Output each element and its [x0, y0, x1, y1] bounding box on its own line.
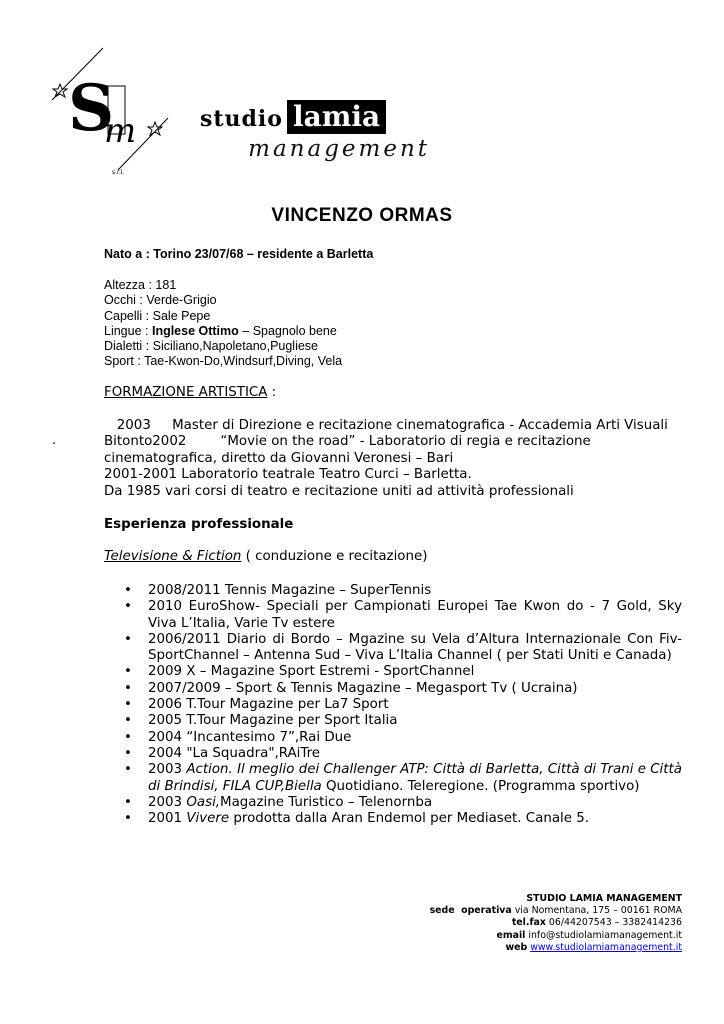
brand-wordmark — [200, 100, 430, 162]
sede-label: sede operativa — [429, 905, 512, 917]
email-label: email — [496, 929, 526, 941]
tv-heading-text: Televisione & Fiction — [104, 549, 242, 564]
formazione-line: Da 1985 vari corsi di teatro e recitazione uniti ad attività professionali — [104, 483, 574, 499]
item-italic: Oasi, — [186, 794, 221, 810]
info-altezza: Altezza : 181 — [104, 278, 177, 292]
web-link[interactable]: www.studiolamiamanagement.it — [530, 941, 682, 953]
item-text: Magazine Turistico – Telenornba — [220, 794, 433, 810]
info-occhi: Occhi : Verde-Grigio — [104, 293, 217, 308]
tv-heading-suffix: ( conduzione e recitazione) — [241, 549, 428, 564]
logo-monogram-m: m — [104, 111, 137, 151]
lingue-prefix: Lingue : — [104, 323, 152, 338]
item-text: 2003 — [148, 794, 187, 810]
list-item — [104, 762, 682, 795]
formazione-line: cinematografica, diretto da Giovanni Veronesi – Bari — [104, 450, 454, 466]
list-item: • 2004 "La Squadra",RAiTre — [104, 746, 682, 762]
sede-value: via Nomentana, 175 – 00161 ROMA — [511, 905, 682, 917]
list-item: • 2008/2011 Tennis Magazine – SuperTennis — [104, 583, 682, 599]
brand-lamia: lamia — [287, 100, 386, 134]
brand-studio: studio — [200, 106, 283, 132]
item-text: Quotidiano. Teleregione. (Programma sportivo) — [321, 778, 640, 794]
item-italic: Vivere — [186, 811, 230, 827]
formazione-list — [104, 418, 682, 500]
page-title: VINCENZO ORMAS — [271, 205, 453, 226]
footer-contact — [430, 893, 682, 954]
web-label: web — [505, 941, 528, 953]
lingue-suffix: – Spagnolo bene — [238, 323, 337, 338]
info-lingue — [104, 324, 342, 339]
footer-sede — [430, 905, 682, 917]
brand-management: management — [248, 136, 430, 162]
tel-label: tel.fax — [511, 917, 546, 929]
list-item: • 2010 EuroShow- Speciali per Campionati Europei Tae Kwon do - 7 Gold, Sky Viva L’Italia, Varie Tv estere — [104, 599, 682, 632]
email-value: info@studiolamiamanagement.it — [525, 929, 682, 941]
tel-value: 06/44207543 – 3382414236 — [545, 917, 682, 929]
list-item: • 2005 T.Tour Magazine per Sport Italia — [104, 713, 682, 729]
formazione-heading-text: FORMAZIONE ARTISTICA — [104, 385, 268, 400]
personal-info — [104, 278, 342, 370]
list-item: • 2007/2009 – Sport & Tennis Magazine – Megasport Tv ( Ucraina) — [104, 681, 682, 697]
formazione-line: 2003 Master di Direzione e recitazione cinematografica - Accademia Arti Visuali — [104, 418, 668, 433]
logo-srl: s.r.l. — [112, 169, 125, 176]
star-icon — [53, 84, 67, 97]
list-item — [104, 811, 682, 827]
star-icon — [148, 122, 162, 135]
footer-company: STUDIO LAMIA MANAGEMENT — [526, 893, 682, 904]
tv-heading — [104, 549, 427, 564]
info-capelli: Capelli : Sale Pepe — [104, 308, 211, 323]
info-sport: Sport : Tae-Kwon-Do,Windsurf,Diving, Vela — [104, 354, 343, 369]
footer-email — [430, 930, 682, 942]
footer-web — [430, 942, 682, 954]
footer-tel — [430, 917, 682, 929]
list-item: • 2009 X – Magazine Sport Estremi - SportChannel — [104, 664, 682, 680]
list-item: • 2006 T.Tour Magazine per La7 Sport — [104, 697, 682, 713]
margin-dot: . — [52, 433, 57, 448]
formazione-line: 2001-2001 Laboratorio teatrale Teatro Curci – Barletta. — [104, 467, 472, 483]
list-item: • 2006/2011 Diario di Bordo – Mgazine su Vela d’Altura Internazionale Con Fiv-SportChannel – Antenna Sud – Viva L’Italia Channel ( per Stati Uniti e Canada) — [104, 632, 682, 665]
item-text: prodotta dalla Aran Endemol per Mediaset. Canale 5. — [229, 811, 590, 827]
birth-info: Nato a : Torino 23/07/68 – residente a Barletta — [104, 247, 374, 261]
item-text: 2001 — [148, 811, 187, 827]
item-italic: Action. Il meglio dei Challenger ATP: Città di Barletta, Città di Trani e Città di Brindisi, FILA CUP,Biella — [148, 762, 682, 794]
list-item — [104, 795, 682, 811]
formazione-heading-colon: : — [267, 385, 277, 400]
logo-monogram-s: S — [68, 71, 115, 146]
list-item: • 2004 “Incantesimo 7”,Rai Due — [104, 730, 682, 746]
formazione-line: Bitonto2002 “Movie on the road” - Laboratorio di regia e recitazione — [104, 434, 591, 450]
formazione-heading — [104, 385, 276, 400]
item-text: 2003 — [148, 762, 187, 778]
info-dialetti: Dialetti : Siciliano,Napoletano,Pugliese — [104, 339, 319, 354]
experience-list — [104, 583, 682, 827]
lingue-bold: Inglese Ottimo — [151, 323, 239, 338]
esperienza-heading: Esperienza professionale — [104, 517, 294, 532]
